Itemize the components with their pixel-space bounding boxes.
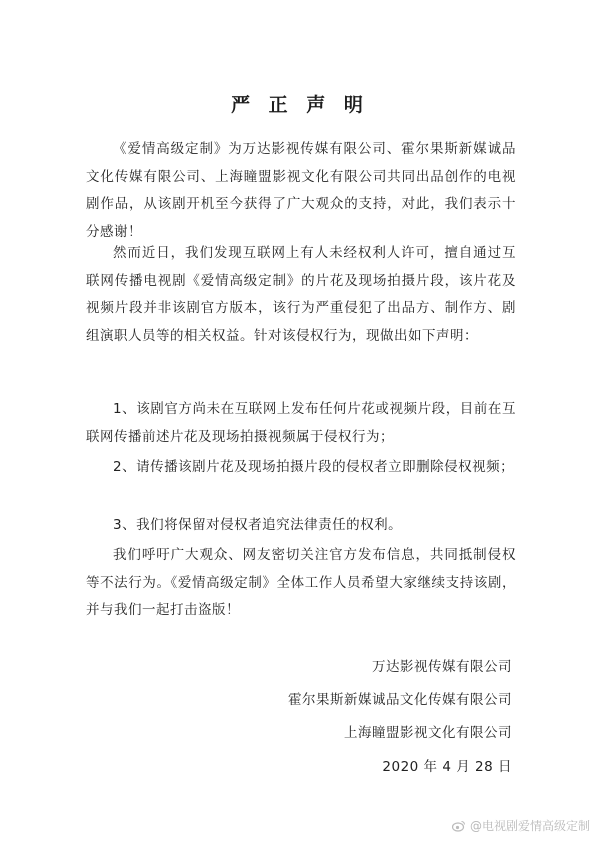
signatory-shanghai: 上海瞳盟影视文化有限公司 [344, 725, 512, 741]
paragraph-intro: 《爱情高级定制》为万达影视传媒有限公司、霍尔果斯新媒诚品文化传媒有限公司、上海瞳盟影视文化有限公司共同出品创作的电视剧作品，从该剧开机至今获得了广大观众的支持，对此，我们表示十分感谢！ [86, 141, 516, 240]
weibo-icon [452, 820, 466, 832]
paragraph-point-3: 3、我们将保留对侵权者追究法律责任的权利。 [113, 517, 403, 533]
weibo-watermark [452, 817, 590, 834]
paragraph-point-2: 2、请传播该剧片花及现场拍摄片段的侵权者立即删除侵权视频； [113, 459, 515, 475]
signatory-horgos: 霍尔果斯新媒诚品文化传媒有限公司 [288, 692, 512, 708]
paragraph-infringement: 然而近日，我们发现互联网上有人未经权利人许可，擅自通过互联网传播电视剧《爱情高级定制》的片花及现场拍摄片段，该片花及视频片段并非该剧官方版本，该行为严重侵犯了出品方、制作方、剧组演职人员等的相关权益。针对该侵权行为，现做出如下声明： [86, 245, 516, 344]
statement-date: 2020 年 4 月 28 日 [382, 759, 512, 775]
page-title: 严 正 声 明 [231, 94, 369, 116]
paragraph-appeal: 我们呼吁广大观众、网友密切关注官方发布信息，共同抵制侵权等不法行为。《爱情高级定制》全体工作人员希望大家继续支持该剧，并与我们一起打击盗版！ [86, 547, 516, 618]
paragraph-point-1: 1、该剧官方尚未在互联网上发布任何片花或视频片段，目前在互联网传播前述片花及现场拍摄视频属于侵权行为； [86, 401, 516, 445]
watermark-text: @电视剧爱情高级定制 [469, 819, 590, 833]
signatory-wanda: 万达影视传媒有限公司 [372, 659, 512, 675]
